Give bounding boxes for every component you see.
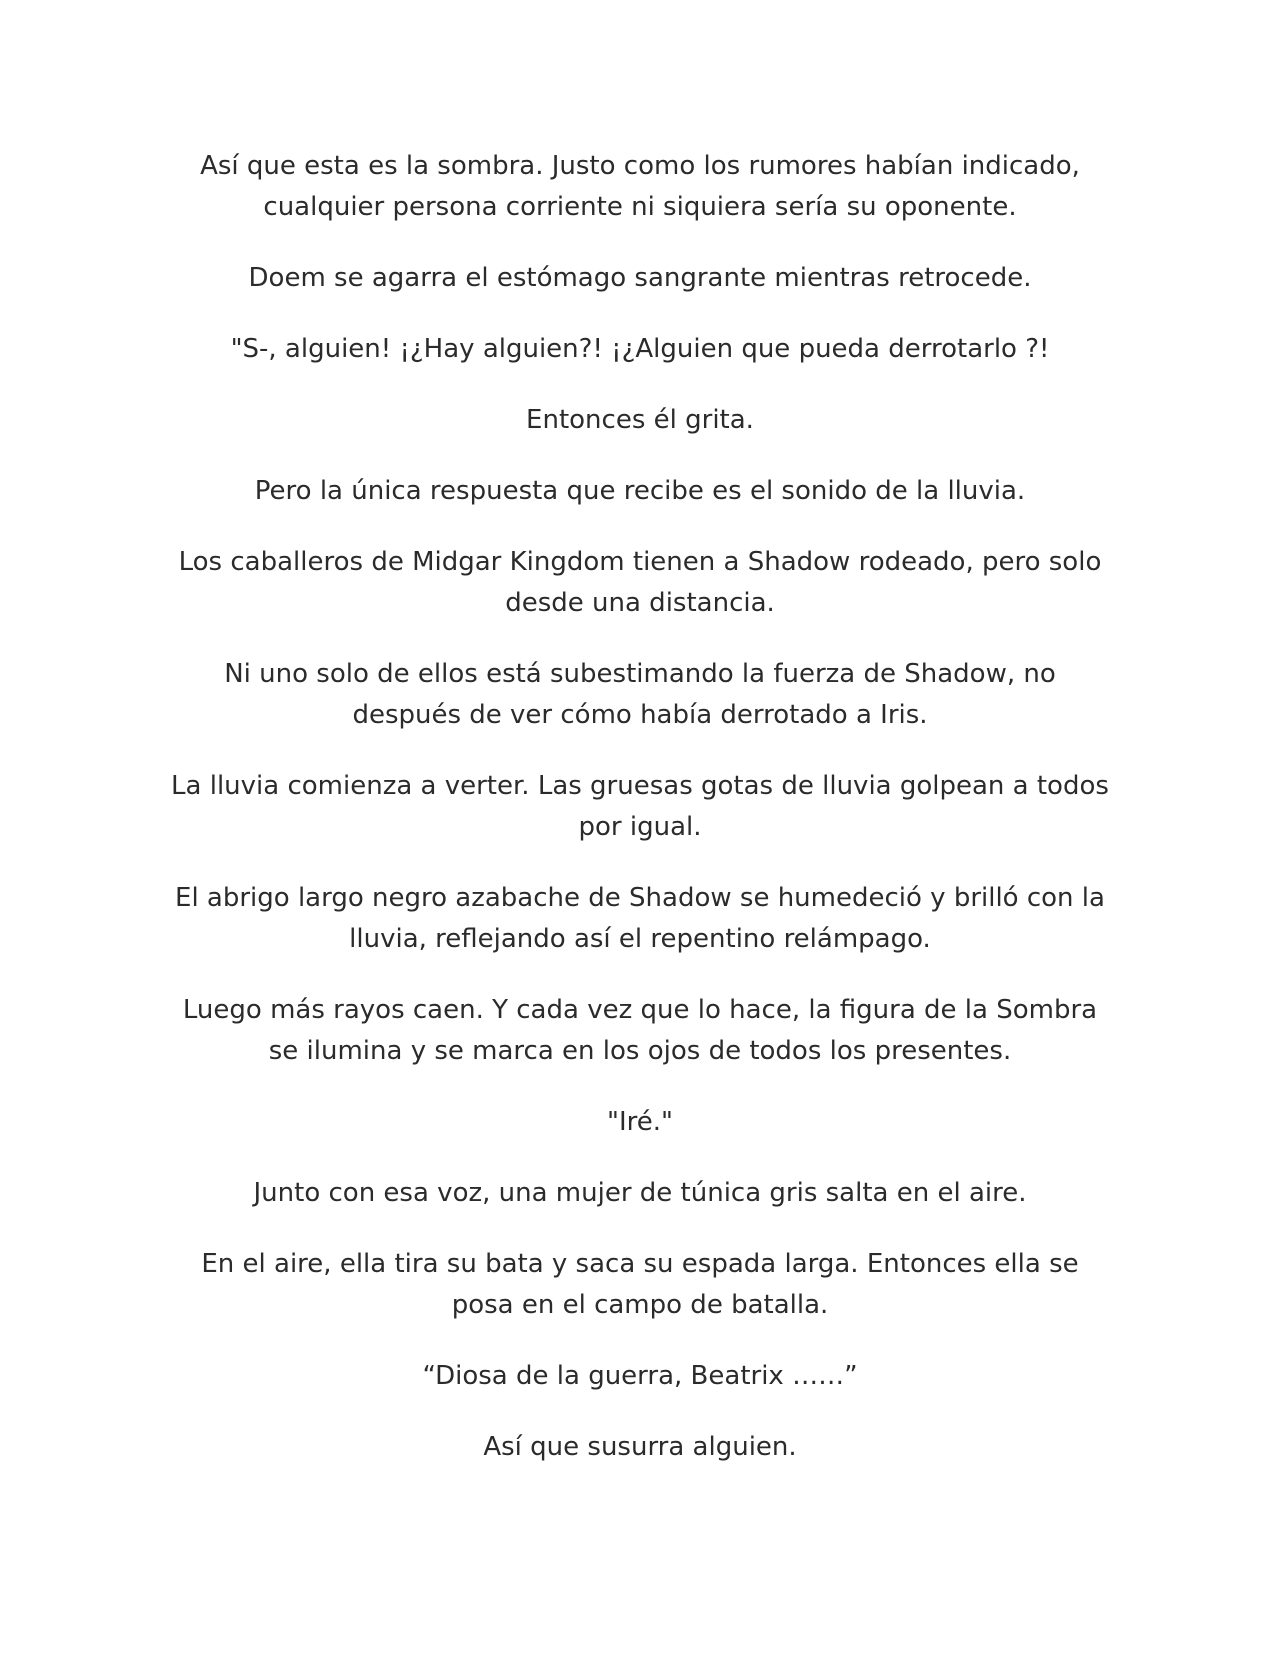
document-page [170, 146, 1110, 1498]
paragraph: Los caballeros de Midgar Kingdom tienen a Shadow rodeado, pero solo desde una distancia. [178, 547, 1102, 618]
paragraph: Ni uno solo de ellos está subestimando la fuerza de Shadow, no después de ver cómo había derrotado a Iris. [224, 659, 1056, 730]
paragraph: La lluvia comienza a verter. Las gruesas gotas de lluvia golpean a todos por igual. [171, 771, 1109, 842]
paragraph: Junto con esa voz, una mujer de túnica gris salta en el aire. [253, 1178, 1027, 1208]
paragraph: En el aire, ella tira su bata y saca su espada larga. Entonces ella se posa en el campo de batalla. [201, 1249, 1079, 1320]
paragraph: “Diosa de la guerra, Beatrix ……” [422, 1361, 858, 1391]
paragraph: "S-, alguien! ¡¿Hay alguien?! ¡¿Alguien que pueda derrotarlo ?! [230, 334, 1050, 364]
paragraph: Así que susurra alguien. [483, 1432, 797, 1462]
paragraph: "Iré." [607, 1107, 673, 1137]
paragraph: El abrigo largo negro azabache de Shadow se humedeció y brilló con la lluvia, reflejando así el repentino relámpago. [175, 883, 1105, 954]
paragraph: Doem se agarra el estómago sangrante mientras retrocede. [248, 263, 1032, 293]
paragraph: Luego más rayos caen. Y cada vez que lo hace, la figura de la Sombra se ilumina y se marca en los ojos de todos los presentes. [182, 995, 1098, 1066]
paragraph: Pero la única respuesta que recibe es el sonido de la lluvia. [254, 476, 1026, 506]
paragraph: Así que esta es la sombra. Justo como los rumores habían indicado, cualquier persona corriente ni siquiera sería su oponente. [200, 151, 1080, 222]
paragraph: Entonces él grita. [526, 405, 754, 435]
